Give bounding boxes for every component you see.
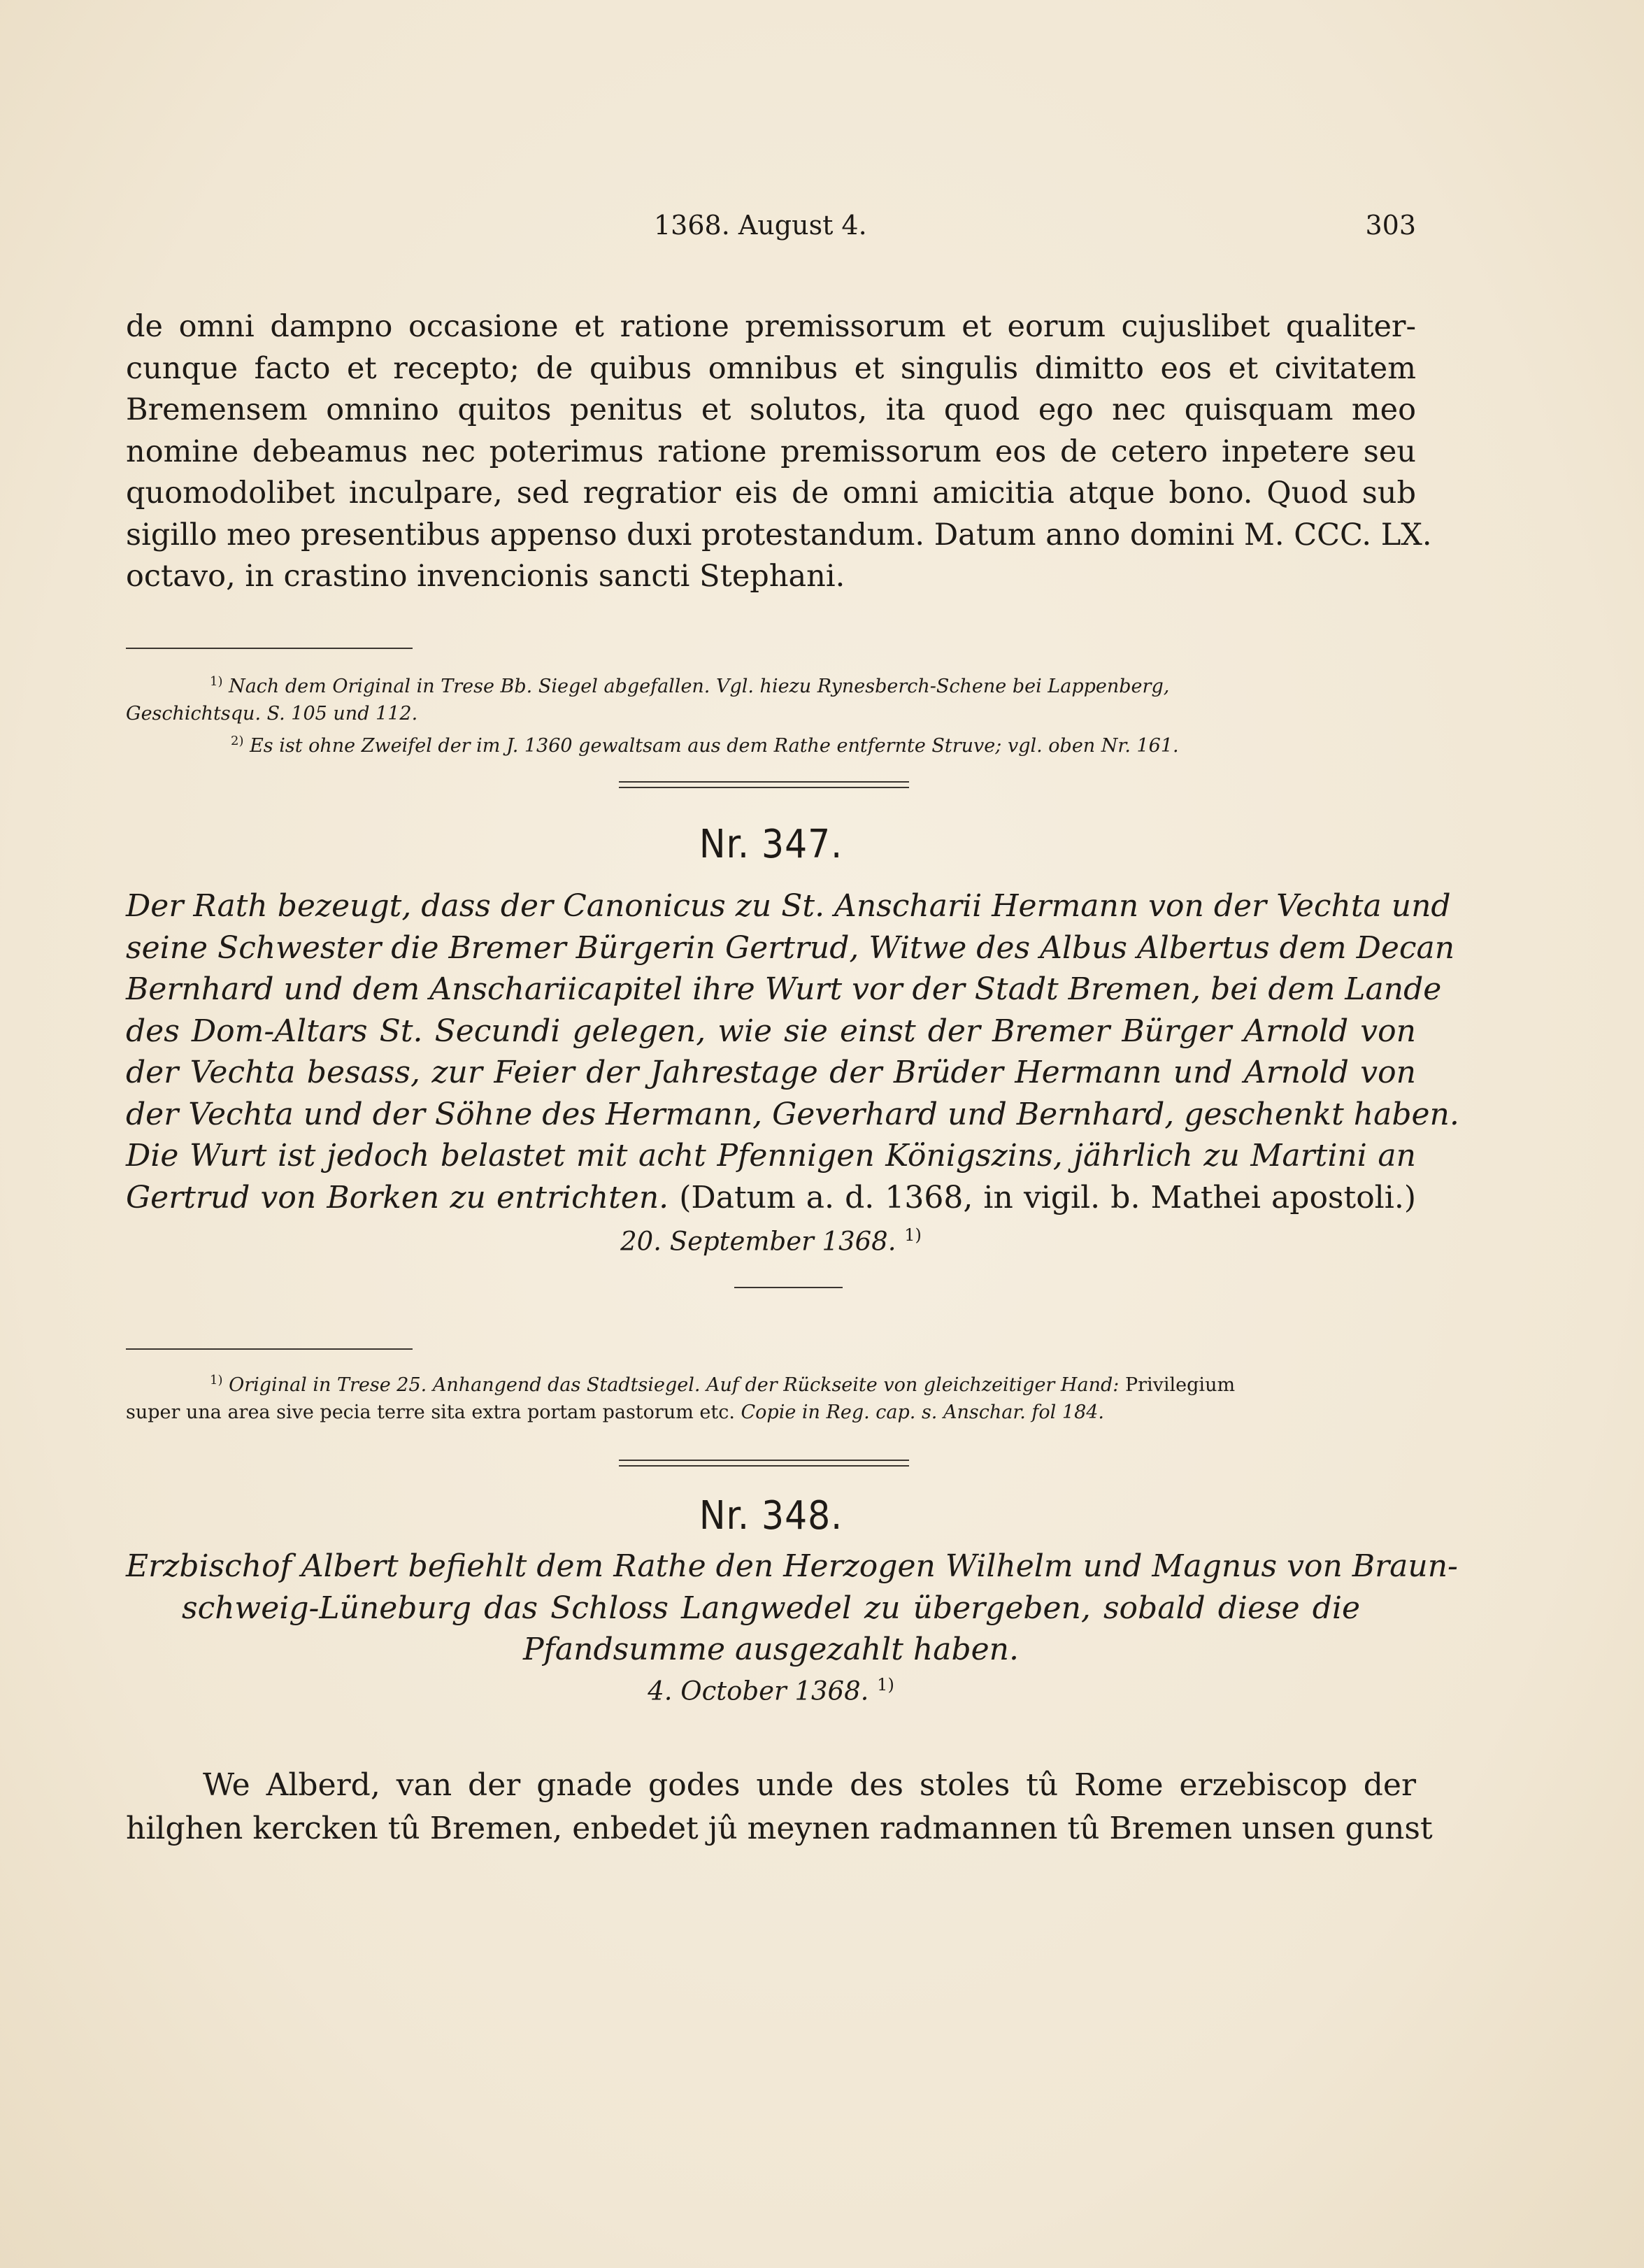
regest-datum: (Datum a. d. 1368, in vigil. b. Mathei apostoli.) [679,1179,1416,1215]
text-line: sigillo meo presentibus appenso duxi protestandum. Datum anno domini M. CCC. LX. [126,517,1432,552]
footnote-text-roman: super una area sive pecia terre sita extra portam pastorum etc. [126,1402,735,1423]
short-rule [734,1287,843,1288]
document-number-348: Nr. 348. [699,1493,843,1539]
footnote-text: Nach dem Original in Trese Bb. Siegel abgefallen. Vgl. hiezu Rynesberch-Schene bei Lappenberg, [229,676,1170,697]
regest-line: der Vechta besass, zur Feier der Jahrestage der Brüder Hermann und Arnold von [126,1055,1416,1090]
document-number-347: Nr. 347. [699,822,843,867]
running-header [126,210,1416,259]
page-number: 303 [1365,210,1416,241]
regest-line: Der Rath bezeugt, dass der Canonicus zu St. Anscharii Hermann von der Vechta und [126,888,1451,924]
text-line: Bremensem omnino quitos penitus et solutos, ita quod ego nec quisquam meo [126,392,1416,427]
regest-line: der Vechta und der Söhne des Hermann, Geverhard und Bernhard, geschenkt haben. [126,1096,1459,1132]
footnote-1-cont [126,1399,1416,1426]
regest-line: Pfandsumme ausgezahlt haben. [523,1632,1019,1667]
text-line: cunque facto et recepto; de quibus omnibus et singulis dimitto eos et civitatem [126,350,1416,386]
regest-line [126,1177,1416,1219]
section-separator [619,1460,909,1467]
running-title: 1368. August 4. [654,210,867,241]
text-line: de omni dampno occasione et ratione premissorum et eorum cujuslibet qualiter- [126,309,1416,344]
date-348 [126,1675,1416,1706]
text-line: We Alberd, van der gnade godes unde des stoles tû Rome erzebiscop der [203,1767,1416,1803]
regest-line: Erzbischof Albert befiehlt dem Rathe den Herzogen Wilhelm und Magnus von Braun- [126,1548,1458,1584]
text-line: quomodolibet inculpare, sed regratior eis de omni amicitia atque bono. Quod sub [126,476,1416,511]
footnote-text-roman: Privilegium [1124,1374,1236,1396]
date-347 [126,1225,1416,1256]
footnote-text: Original in Trese 25. Anhangend das Stadtsiegel. Auf der Rückseite von gleichzeitiger Hand: [229,1374,1120,1396]
regest-line: schweig-Lüneburg das Schloss Langwedel zu übergeben, sobald diese die [182,1590,1360,1626]
regest-italic: Gertrud von Borken zu entrichten. [126,1179,669,1215]
footnote-marker: 1) [210,674,223,689]
footnote-rule [126,1348,413,1350]
document-date: 20. September 1368. [620,1226,896,1257]
regest-348 [126,1546,1458,1671]
footnote-rule [126,648,413,649]
footnote-text: Copie in Reg. cap. s. Anschar. fol 184. [741,1402,1105,1423]
charter-text-continued [126,306,1432,598]
footnote-marker: 2) [231,734,244,748]
footnote-marker: 1) [877,1675,894,1695]
text-line: nomine debeamus nec poterimus ratione premissorum eos de cetero inpetere seu [126,434,1416,469]
footnote-1-cont: Geschichtsqu. S. 105 und 112. [126,703,418,725]
text-line: octavo, in crastino invencionis sancti Stephani. [126,559,845,594]
footnote-2 [126,727,1416,759]
regest-line: seine Schwester die Bremer Bürgerin Gertrud, Witwe des Albus Albertus dem Decan [126,929,1455,966]
section-separator [619,781,909,788]
charter-text-348 [126,1764,1433,1850]
footnote-marker: 1) [210,1373,223,1388]
footnote-text: Es ist ohne Zweifel der im J. 1360 gewaltsam aus dem Rathe entfernte Struve; vgl. oben Nr. 161. [250,735,1179,757]
footnote-1 [126,1367,1416,1399]
regest-line: Bernhard und dem Anschariicapitel ihre Wurt vor der Stadt Bremen, bei dem Lande [126,971,1442,1007]
footnotes-347 [126,1367,1416,1426]
regest-line: Die Wurt ist jedoch belastet mit acht Pfennigen Königszins, jährlich zu Martini an [126,1138,1416,1174]
text-line: hilghen kercken tû Bremen, enbedet jû meynen radmannen tû Bremen unsen gunst [126,1811,1433,1846]
footnote-marker: 1) [904,1225,922,1245]
regest-347 [126,885,1459,1218]
document-date: 4. October 1368. [648,1676,869,1706]
footnote-1 [126,668,1416,700]
regest-line: des Dom-Altars St. Secundi gelegen, wie sie einst der Bremer Bürger Arnold von [126,1013,1416,1049]
footnotes-previous [126,668,1416,759]
